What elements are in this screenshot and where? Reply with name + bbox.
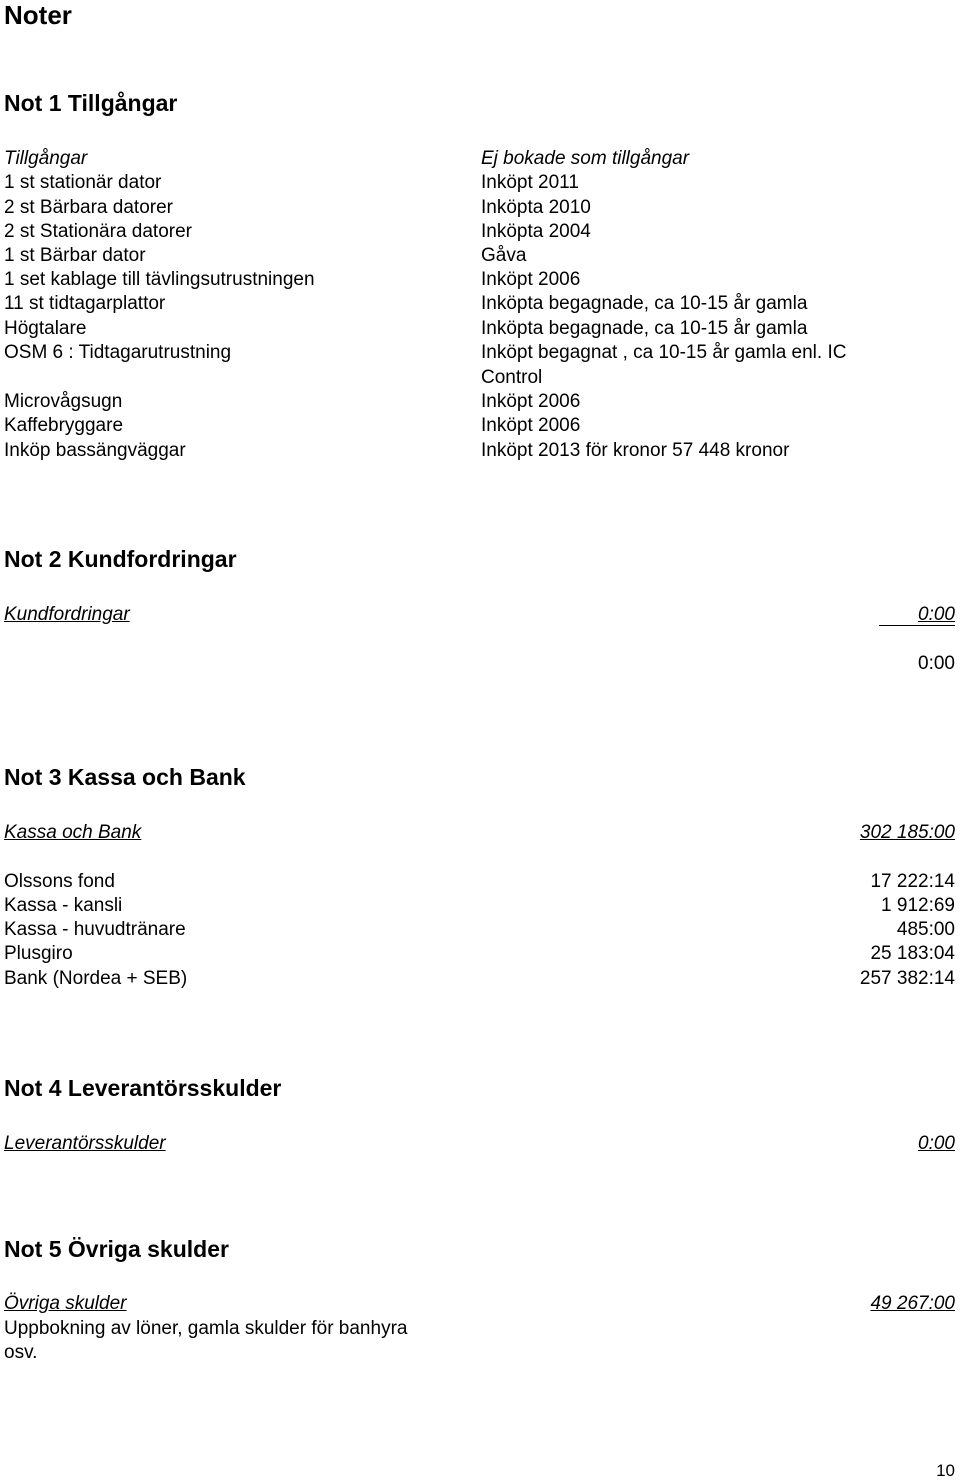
asset-note: Inköpt 2013 för kronor 57 448 kronor <box>481 440 790 461</box>
asset-item: 1 set kablage till tävlingsutrustningen <box>4 269 315 290</box>
note2-amount: 0:00 <box>918 604 955 625</box>
asset-item: 1 st stationär dator <box>4 172 162 193</box>
asset-item: Högtalare <box>4 318 87 339</box>
asset-note: Inköpt begagnat , ca 10-15 år gamla enl. IC <box>481 342 847 363</box>
note1-col-header-left: Tillgångar <box>4 148 88 169</box>
breakdown-amount: 25 183:04 <box>870 943 955 964</box>
note1-col-header-right: Ej bokade som tillgångar <box>481 148 690 169</box>
asset-note: Inköpt 2006 <box>481 391 581 412</box>
breakdown-amount: 1 912:69 <box>881 895 955 916</box>
page-title: Noter <box>4 0 72 30</box>
asset-item: 2 st Stationära datorer <box>4 221 192 242</box>
note2-heading: Not 2 Kundfordringar <box>4 546 237 572</box>
asset-item: 11 st tidtagarplattor <box>4 293 166 314</box>
breakdown-amount: 485:00 <box>896 919 955 940</box>
asset-note: Inköpta begagnade, ca 10-15 år gamla <box>481 293 808 314</box>
note5-heading: Not 5 Övriga skulder <box>4 1236 229 1262</box>
asset-item: Microvågsugn <box>4 391 123 412</box>
note5-amount: 49 267:00 <box>870 1293 955 1314</box>
breakdown-item: Kassa - kansli <box>4 895 123 916</box>
asset-item: Kaffebryggare <box>4 415 124 436</box>
asset-note: Inköpt 2006 <box>481 269 581 290</box>
asset-note: Inköpta 2004 <box>481 221 591 242</box>
asset-note: Inköpta begagnade, ca 10-15 år gamla <box>481 318 808 339</box>
breakdown-item: Bank (Nordea + SEB) <box>4 968 188 989</box>
note2-total: 0:00 <box>918 653 955 674</box>
asset-note: Inköpt 2011 <box>481 172 579 193</box>
note4-amount: 0:00 <box>918 1133 955 1154</box>
asset-note: Inköpt 2006 <box>481 415 581 436</box>
asset-item: 1 st Bärbar dator <box>4 245 146 266</box>
breakdown-amount: 257 382:14 <box>859 968 955 989</box>
note5-description-continued: osv. <box>4 1342 38 1363</box>
breakdown-item: Kassa - huvudtränare <box>4 919 186 940</box>
note5-description: Uppbokning av löner, gamla skulder för banhyra <box>4 1318 408 1339</box>
note5-label: Övriga skulder <box>4 1293 127 1314</box>
asset-item: Inköp bassängväggar <box>4 440 186 461</box>
note4-heading: Not 4 Leverantörsskulder <box>4 1075 282 1101</box>
note3-amount: 302 185:00 <box>859 822 955 843</box>
note3-heading: Not 3 Kassa och Bank <box>4 764 246 790</box>
note3-label: Kassa och Bank <box>4 822 142 843</box>
note2-label: Kundfordringar <box>4 604 130 625</box>
breakdown-item: Olssons fond <box>4 871 115 892</box>
page-number: 10 <box>936 1461 955 1480</box>
note1-heading: Not 1 Tillgångar <box>4 90 178 116</box>
asset-note-continued: Control <box>481 367 543 388</box>
asset-note: Inköpta 2010 <box>481 197 591 218</box>
note4-label: Leverantörsskulder <box>4 1133 166 1154</box>
note2-amount-underline <box>879 625 955 626</box>
asset-note: Gåva <box>481 245 527 266</box>
breakdown-amount: 17 222:14 <box>870 871 955 892</box>
asset-item: OSM 6 : Tidtagarutrustning <box>4 342 232 363</box>
breakdown-item: Plusgiro <box>4 943 73 964</box>
asset-item: 2 st Bärbara datorer <box>4 197 173 218</box>
